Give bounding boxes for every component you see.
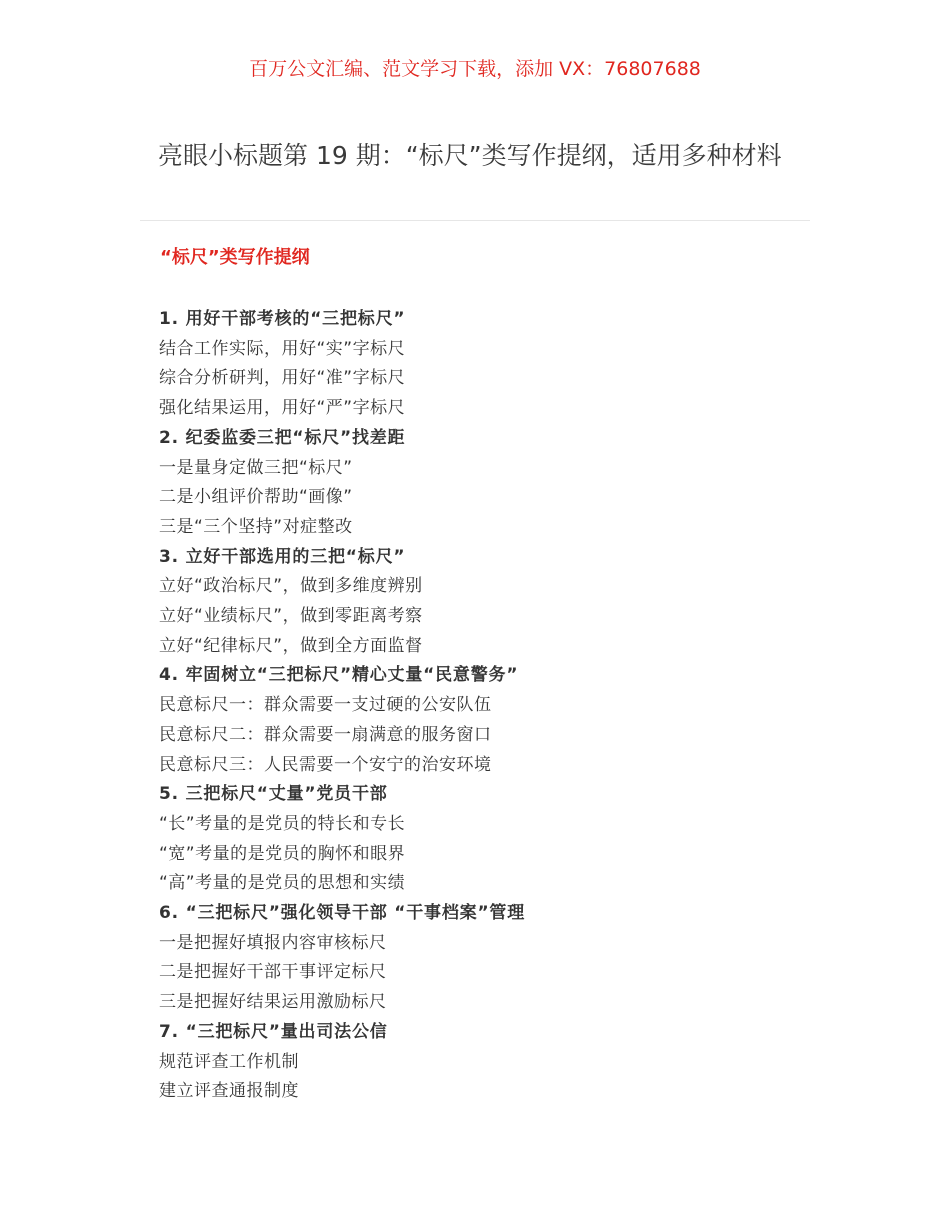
section-subtitle: “标尺”类写作提纲 [160,247,310,268]
outline-item: 民意标尺一：群众需要一支过硬的公安队伍 [159,695,492,716]
outline-item: 三是把握好结果运用激励标尺 [159,992,387,1013]
outline-heading: 1. 用好干部考核的“三把标尺” [159,309,406,329]
outline-item: “宽”考量的是党员的胸怀和眼界 [159,843,406,864]
outline-heading: 7. “三把标尺”量出司法公信 [159,1021,388,1042]
outline-heading: 5. 三把标尺“丈量”党员干部 [159,784,388,805]
outline-item: 一是把握好填报内容审核标尺 [159,932,387,953]
title-divider [140,220,810,221]
outline-item: 规范评查工作机制 [159,1051,299,1072]
outline-item: 综合分析研判，用好“准”字标尺 [159,368,406,389]
outline-item: 民意标尺三：人民需要一个安宁的治安环境 [159,754,492,775]
header-banner: 百万公文汇编、范文学习下载，添加 VX：76807688 [249,58,701,80]
outline-item: 立好“业绩标尺”，做到零距离考察 [159,606,423,627]
outline-list [159,305,799,1107]
outline-item: 二是把握好干部干事评定标尺 [159,962,387,983]
outline-heading: 6. “三把标尺”强化领导干部 “干事档案”管理 [159,903,526,924]
page-title: 亮眼小标题第 19 期：“标尺”类写作提纲，适用多种材料 [158,141,782,170]
outline-item: 立好“纪律标尺”，做到全方面监督 [159,635,423,656]
outline-heading: 2. 纪委监委三把“标尺”找差距 [159,427,406,448]
outline-item: 一是量身定做三把“标尺” [159,457,353,478]
outline-item: 三是“三个坚持”对症整改 [159,516,353,537]
outline-item: “长”考量的是党员的特长和专长 [159,813,406,834]
outline-heading: 3. 立好干部选用的三把“标尺” [159,546,406,567]
outline-item: 立好“政治标尺”，做到多维度辨别 [159,576,423,597]
outline-item: 建立评查通报制度 [159,1081,299,1102]
outline-item: 强化结果运用，用好“严”字标尺 [159,398,406,419]
outline-item: 二是小组评价帮助“画像” [159,487,353,508]
outline-item: 民意标尺二：群众需要一扇满意的服务窗口 [159,724,492,745]
outline-item: “高”考量的是党员的思想和实绩 [159,873,406,894]
outline-item: 结合工作实际，用好“实”字标尺 [159,338,406,359]
outline-heading: 4. 牢固树立“三把标尺”精心丈量“民意警务” [159,665,519,686]
